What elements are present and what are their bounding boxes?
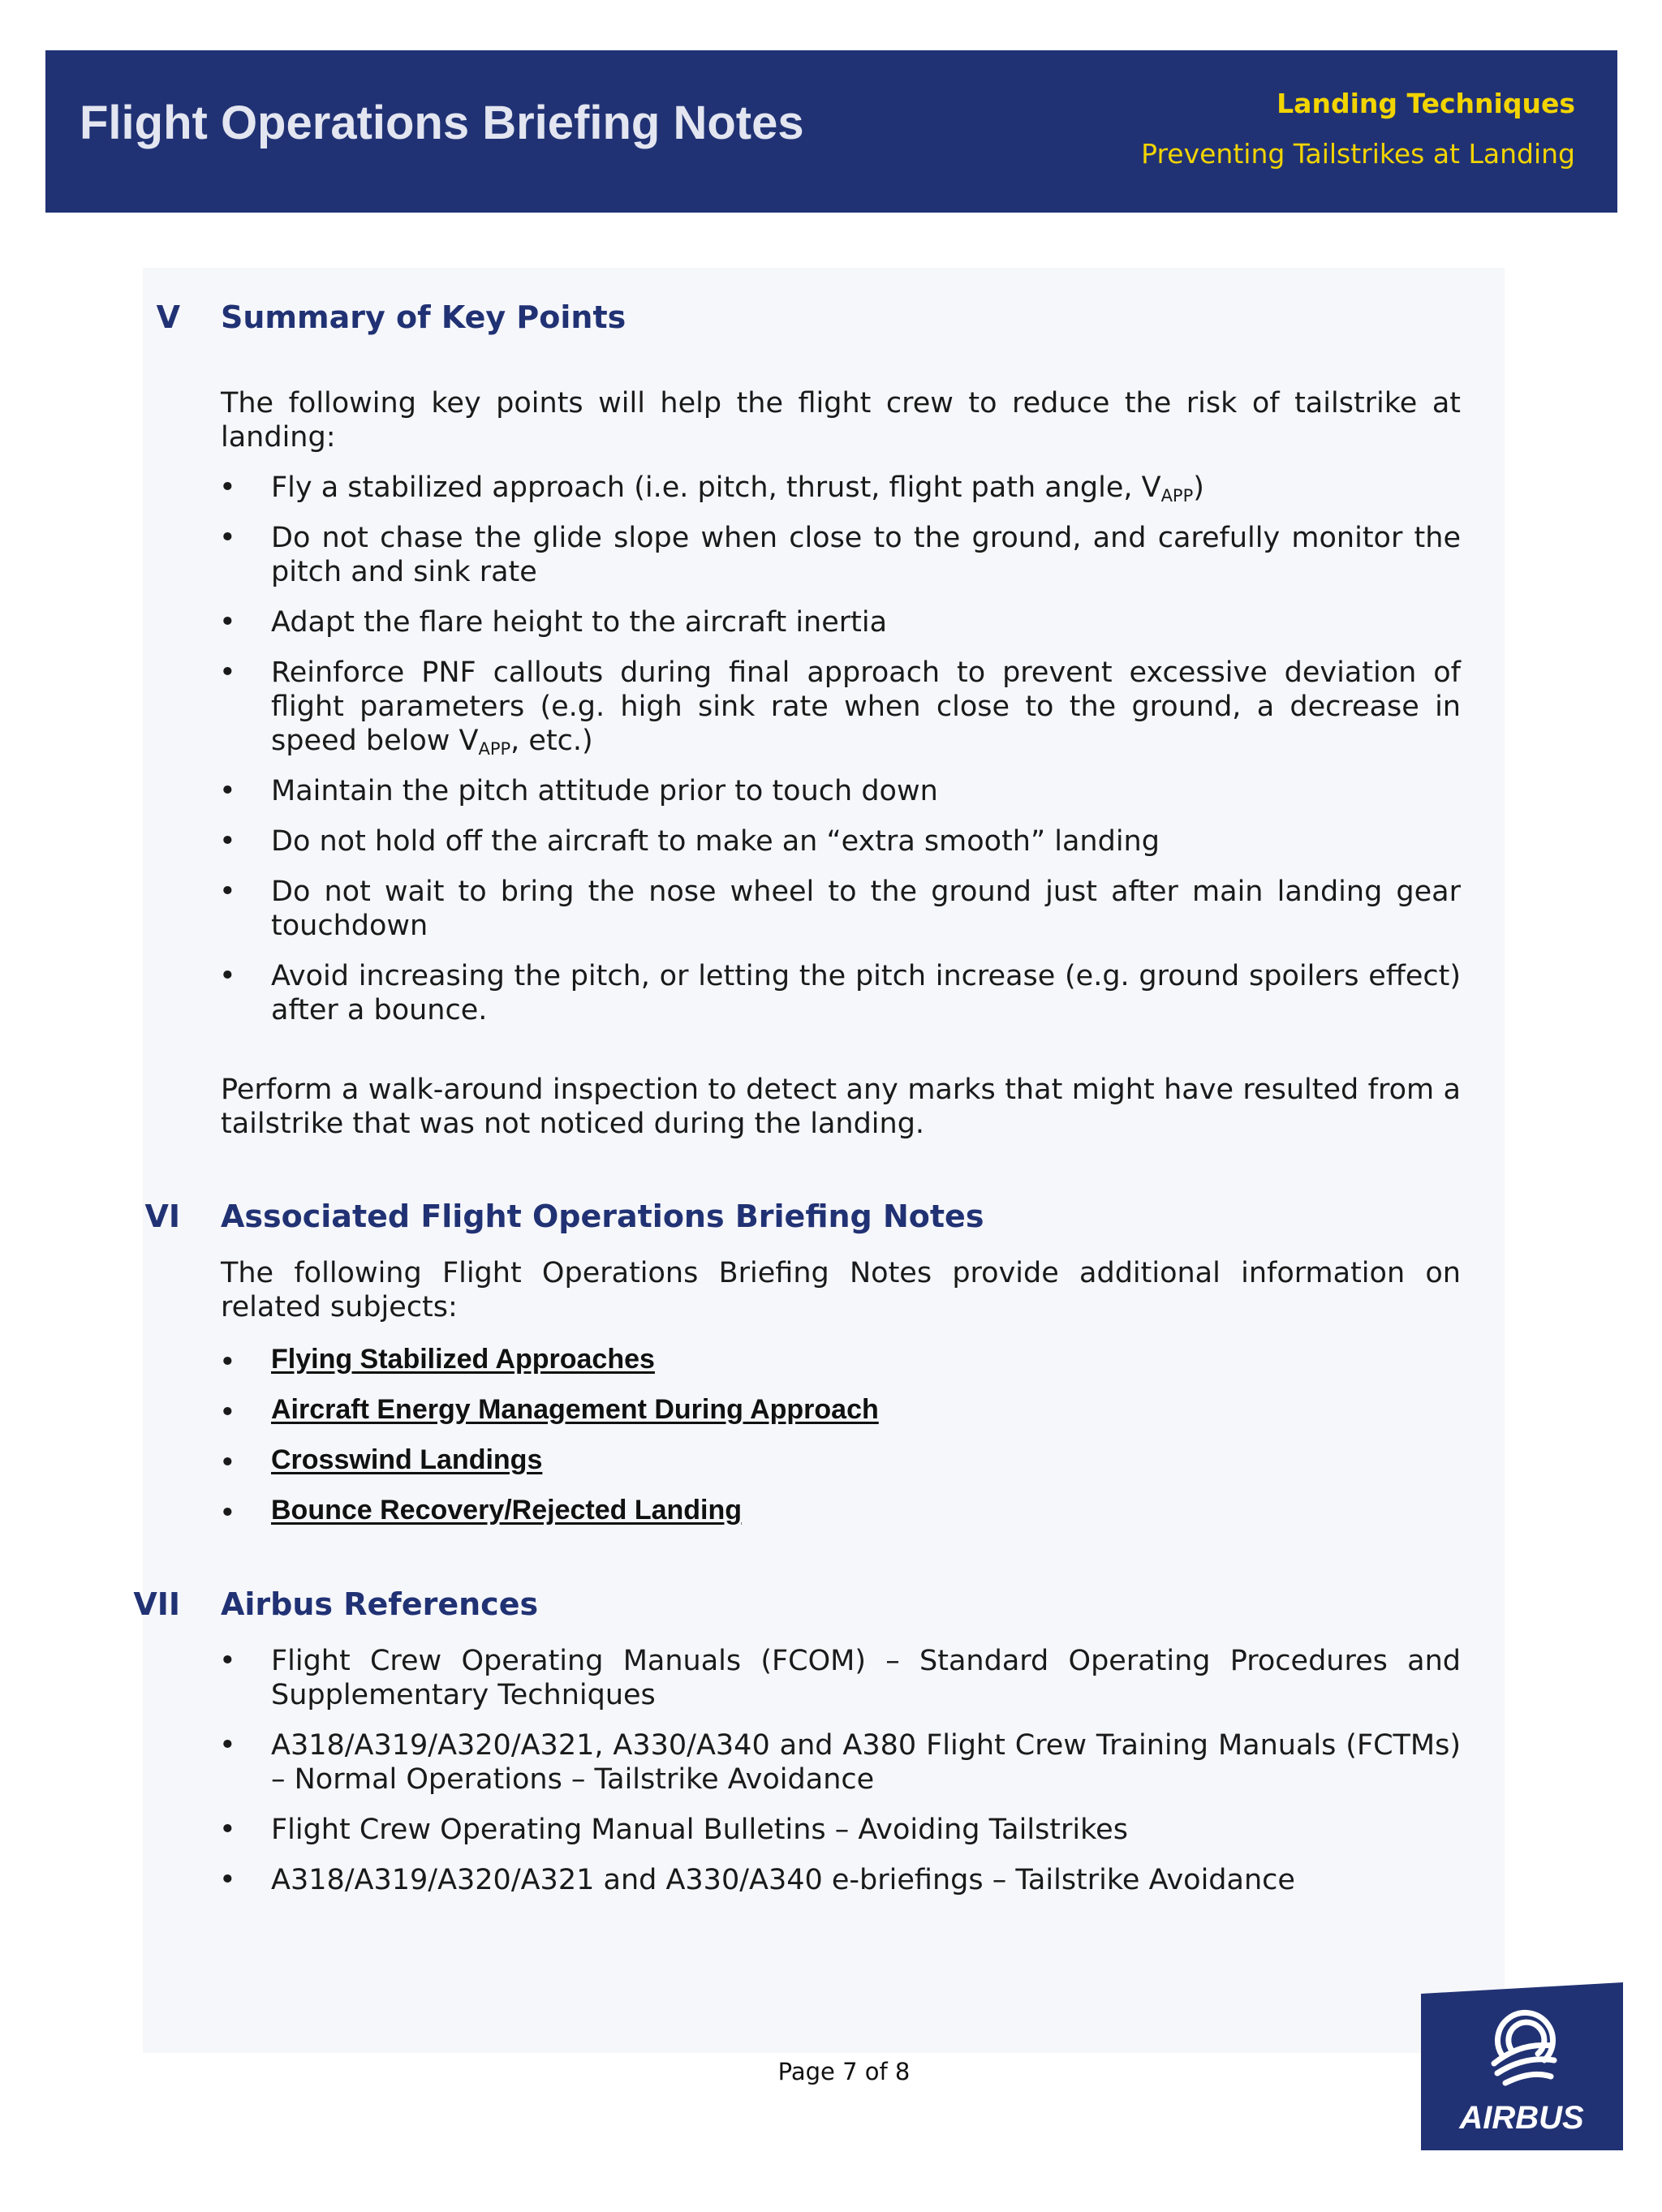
list-item-text: Do not wait to bring the nose wheel to the ground just after main landing gear touchdown (271, 876, 1461, 942)
list-item-text: A318/A319/A320/A321 and A330/A340 e-briefings – Tailstrike Avoidance (271, 1864, 1295, 1896)
document-subject: Landing Techniques (1277, 88, 1575, 119)
section-title: Summary of Key Points (221, 299, 626, 335)
airbus-logo (1421, 1982, 1623, 2150)
bullet-icon: • (219, 825, 236, 858)
bullet-icon: • (219, 1396, 236, 1429)
bullet-icon: • (219, 656, 236, 689)
document-title: Flight Operations Briefing Notes (80, 97, 804, 149)
section-number: V (156, 299, 180, 335)
link-crosswind-landings[interactable]: Crosswind Landings (271, 1444, 543, 1475)
associated-intro: The following Flight Operations Briefing Notes provide additional information on related subjects: (221, 1257, 1461, 1323)
document-subtitle: Preventing Tailstrikes at Landing (1141, 138, 1575, 170)
section-title: Airbus References (221, 1586, 539, 1622)
link-bounce-recovery[interactable]: Bounce Recovery/Rejected Landing (271, 1495, 743, 1526)
bullet-icon: • (219, 606, 236, 639)
list-item-text: Flight Crew Operating Manual Bulletins – Avoiding Tailstrikes (271, 1814, 1128, 1846)
bullet-icon: • (219, 1497, 236, 1530)
bullet-icon: • (219, 960, 236, 992)
bullet-icon: • (219, 1645, 236, 1677)
list-item-text: Avoid increasing the pitch, or letting the pitch increase (e.g. ground spoilers effect) after a bounce. (271, 960, 1461, 1026)
section-number: VI (144, 1199, 180, 1234)
bullet-icon: • (219, 1729, 236, 1762)
list-item-text: Maintain the pitch attitude prior to touch down (271, 775, 938, 807)
bullet-icon: • (219, 1864, 236, 1896)
bullet-icon: • (219, 1814, 236, 1846)
link-aircraft-energy-management[interactable]: Aircraft Energy Management During Approach (271, 1394, 879, 1425)
logo-wordmark: AIRBUS (1459, 2100, 1584, 2136)
section-number: VII (133, 1586, 180, 1622)
bullet-icon: • (219, 876, 236, 908)
summary-intro: The following key points will help the flight crew to reduce the risk of tailstrike at landing: (221, 387, 1461, 454)
list-item-text: A318/A319/A320/A321, A330/A340 and A380 Flight Crew Training Manuals (FCTMs) – Normal Operations – Tailstrike Avoidance (271, 1729, 1461, 1796)
list-item-text: Fly a stabilized approach (i.e. pitch, thrust, flight path angle, $V_{APP}$) (271, 471, 1204, 506)
section-title: Associated Flight Operations Briefing Notes (221, 1199, 984, 1234)
list-item-text: Do not chase the glide slope when close to the ground, and carefully monitor the pitch and sink rate (271, 522, 1461, 588)
bullet-icon: • (219, 471, 236, 504)
summary-closing: Perform a walk-around inspection to detect any marks that might have resulted from a tailstrike that was not noticed during the landing. (221, 1074, 1461, 1140)
bullet-icon: • (219, 775, 236, 807)
list-item-text: Adapt the flare height to the aircraft inertia (271, 606, 888, 639)
link-flying-stabilized-approaches[interactable]: Flying Stabilized Approaches (271, 1344, 655, 1375)
bullet-icon: • (219, 1346, 236, 1379)
list-item-text: Do not hold off the aircraft to make an “extra smooth” landing (271, 825, 1160, 858)
header-banner (45, 50, 1617, 213)
list-item-text: Flight Crew Operating Manuals (FCOM) – Standard Operating Procedures and Supplementary Techniques (271, 1645, 1461, 1711)
list-item-text: Reinforce PNF callouts during final approach to prevent excessive deviation of flight parameters (e.g. high sink rate when close to the ground, a decrease in speed below $V_{APP}$, etc.) (271, 656, 1461, 759)
page-number: Page 7 of 8 (777, 2058, 911, 2085)
bullet-icon: • (219, 522, 236, 554)
bullet-icon: • (219, 1447, 236, 1479)
